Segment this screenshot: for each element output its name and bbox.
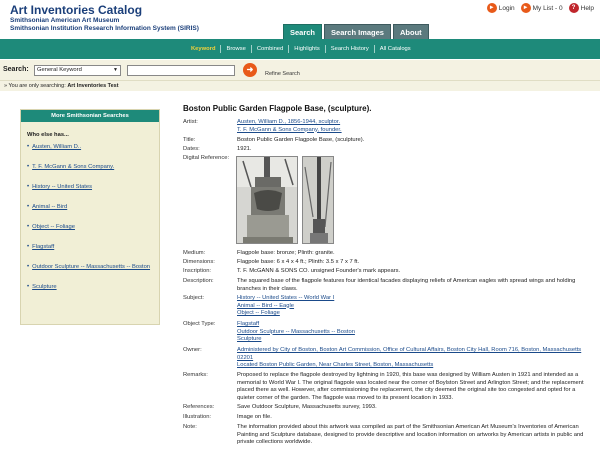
search-scope-value: Art Inventories Test xyxy=(67,83,119,89)
sidebar-link[interactable]: • Austen, William D.. xyxy=(27,144,82,150)
app-title[interactable]: Art Inventories Catalog xyxy=(10,3,143,17)
nav-all-catalogs[interactable]: All Catalogs xyxy=(379,46,411,52)
subject-link[interactable]: History -- United States -- World War I xyxy=(237,295,335,301)
nav-browse[interactable]: Browse xyxy=(221,45,251,53)
main-tabs xyxy=(283,24,429,39)
chevron-down-icon: ▼ xyxy=(113,67,118,73)
search-scope xyxy=(0,80,600,91)
search-go-button[interactable] xyxy=(243,63,257,77)
nav-highlights[interactable]: Highlights xyxy=(289,45,325,53)
who-else-label: Who else has... xyxy=(27,132,69,138)
sidebar-link[interactable]: • Animal -- Bird xyxy=(27,204,68,210)
search-bar xyxy=(0,60,600,80)
artist-link[interactable]: Austen, William D., 1856-1944, sculptor. xyxy=(237,119,341,125)
navbar xyxy=(0,39,600,59)
help-label: Help xyxy=(580,4,594,12)
subject-link[interactable]: Animal -- Bird -- Eagle xyxy=(237,302,295,309)
app-subtitle-museum: Smithsonian American Art Museum xyxy=(10,17,120,24)
search-type-select[interactable] xyxy=(34,65,121,76)
sculpture-photo-pole[interactable] xyxy=(302,156,334,244)
arrow-right-icon: ➜ xyxy=(246,65,254,74)
founder-link[interactable]: T. F. McGann & Sons Company, founder. xyxy=(237,126,342,133)
nav-search-history[interactable]: Search History xyxy=(326,45,375,53)
refine-search-link[interactable]: Refine Search xyxy=(265,71,300,77)
owner-link[interactable]: Administered by City of Boston, Boston Art Commission, Office of Cultural Affairs, Boston City Hall, Room 716, Boston, Massachusetts 02201 xyxy=(237,347,582,361)
object-type-link[interactable]: Sculpture xyxy=(237,336,262,343)
subject-link[interactable]: Object -- Foliage xyxy=(237,310,280,317)
sidebar-link[interactable]: • Sculpture xyxy=(27,284,57,290)
mylist-link[interactable] xyxy=(521,3,563,13)
nav-combined[interactable]: Combined xyxy=(252,45,289,53)
location-link[interactable]: Located Boston Public Garden, Near Charles Street, Boston, Massachusetts xyxy=(237,362,434,369)
tab-about[interactable]: About xyxy=(393,24,429,39)
help-link[interactable] xyxy=(569,3,594,13)
more-searches-panel xyxy=(20,109,160,325)
login-label: Login xyxy=(498,4,515,12)
object-type-link[interactable]: Flagstaff xyxy=(237,321,260,327)
mylist-label: My List - 0 xyxy=(532,4,563,12)
user-links xyxy=(487,3,594,13)
tab-search-images[interactable]: Search Images xyxy=(324,24,391,39)
tab-search[interactable]: Search xyxy=(283,24,322,39)
search-label: Search: xyxy=(3,66,29,73)
search-input[interactable] xyxy=(127,65,235,76)
more-searches-heading: More Smithsonian Searches xyxy=(21,110,159,122)
sidebar-link[interactable]: • Outdoor Sculpture -- Massachusetts -- Boston xyxy=(27,264,151,270)
record-title: Boston Public Garden Flagpole Base, (sculpture). xyxy=(183,104,372,113)
search-scope-prefix: » You are only searching: xyxy=(4,83,66,89)
field-label: Artist: xyxy=(183,119,198,125)
nav-keyword[interactable]: Keyword xyxy=(186,45,221,53)
header xyxy=(0,0,600,38)
list-icon: ► xyxy=(521,3,531,13)
object-type-link[interactable]: Outdoor Sculpture -- Massachusetts -- Boston xyxy=(237,328,355,335)
login-link[interactable] xyxy=(487,3,515,13)
help-icon: ? xyxy=(569,3,579,13)
brand xyxy=(10,4,199,33)
login-icon: ► xyxy=(487,3,497,13)
sidebar-link[interactable]: • T. F. McGann & Sons Company. xyxy=(27,164,115,170)
sidebar-link[interactable]: • Flagstaff xyxy=(27,244,55,250)
app-subtitle-siris: Smithsonian Institution Research Information System (SIRIS) xyxy=(10,25,199,32)
search-mode-links xyxy=(186,39,416,59)
search-type-value: General Keyword xyxy=(37,67,82,73)
sidebar-link[interactable]: • Object -- Foliage xyxy=(27,224,75,230)
sidebar-link[interactable]: • History -- United States xyxy=(27,184,93,190)
sculpture-photo-base[interactable] xyxy=(236,156,298,244)
